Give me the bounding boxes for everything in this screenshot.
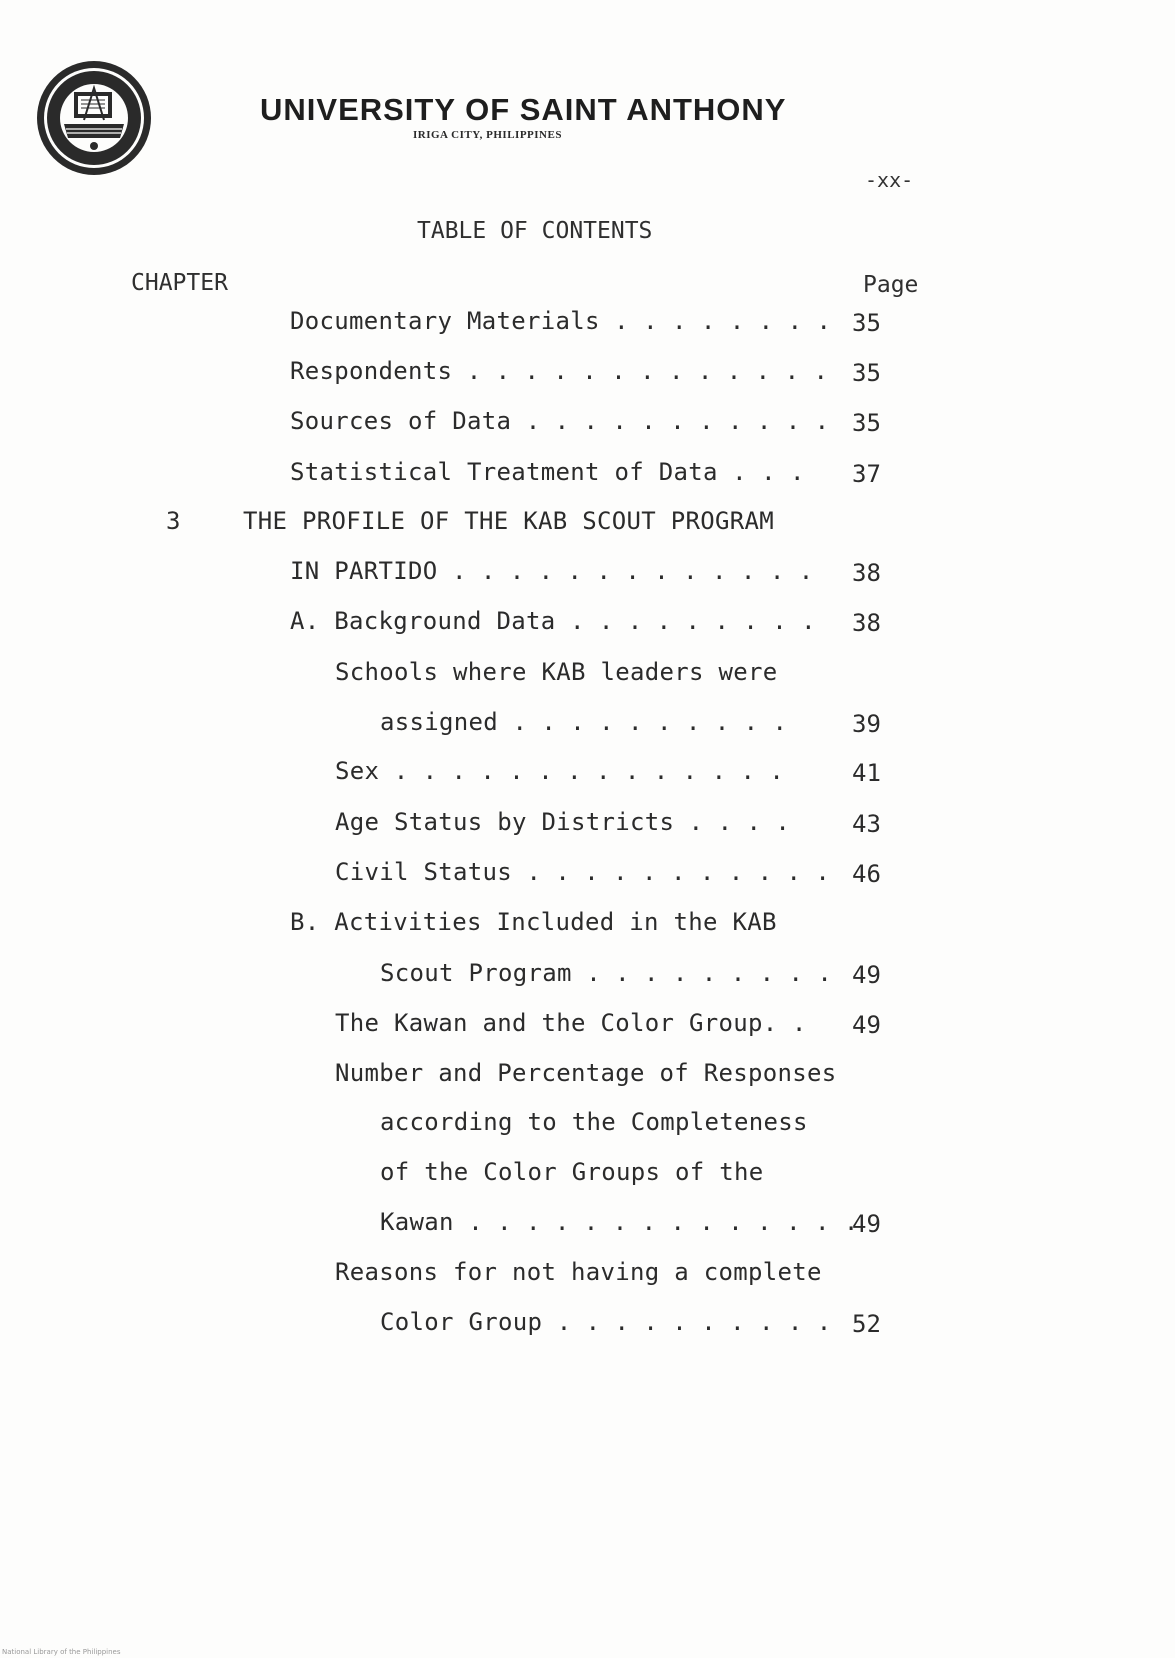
chapter-title: THE PROFILE OF THE KAB SCOUT PROGRAM bbox=[243, 507, 774, 535]
toc-entry: Civil Status . . . . . . . . . . . bbox=[335, 858, 830, 886]
chapter-column-label: CHAPTER bbox=[131, 270, 228, 296]
toc-entry: B. Activities Included in the KAB bbox=[290, 908, 777, 936]
toc-title: TABLE OF CONTENTS bbox=[417, 218, 653, 244]
toc-entry-page: 39 bbox=[852, 710, 881, 738]
toc-entry: Respondents . . . . . . . . . . . . . bbox=[290, 357, 828, 385]
toc-entry: Color Group . . . . . . . . . . bbox=[380, 1308, 832, 1336]
university-seal-logo bbox=[34, 58, 154, 178]
chapter-number: 3 bbox=[166, 507, 181, 535]
toc-entry: Scout Program . . . . . . . . . bbox=[380, 959, 832, 987]
toc-entry: Statistical Treatment of Data . . . bbox=[290, 458, 805, 486]
university-city: IRIGA CITY, PHILIPPINES bbox=[413, 129, 562, 141]
toc-entry-page: 41 bbox=[852, 759, 881, 787]
toc-entry-page: 49 bbox=[852, 1210, 881, 1238]
toc-entry-page: 35 bbox=[852, 309, 881, 337]
toc-entry: of the Color Groups of the bbox=[380, 1158, 764, 1186]
footer-watermark: National Library of the Philippines bbox=[2, 1648, 121, 1656]
toc-entry-page: 38 bbox=[852, 559, 881, 587]
page-column-label: Page bbox=[863, 272, 919, 298]
toc-entry: Reasons for not having a complete bbox=[335, 1258, 822, 1286]
toc-entry: according to the Completeness bbox=[380, 1108, 808, 1136]
toc-entry-page: 37 bbox=[852, 460, 881, 488]
toc-entry-page: 52 bbox=[852, 1310, 881, 1338]
toc-entry: The Kawan and the Color Group. . bbox=[335, 1009, 807, 1037]
toc-entry: Kawan . . . . . . . . . . . . . . bbox=[380, 1208, 859, 1236]
toc-entry-page: 43 bbox=[852, 810, 881, 838]
toc-entry-page: 49 bbox=[852, 961, 881, 989]
toc-entry: Age Status by Districts . . . . bbox=[335, 808, 790, 836]
toc-entry: Documentary Materials . . . . . . . . bbox=[290, 307, 831, 335]
university-name: UNIVERSITY OF SAINT ANTHONY bbox=[260, 92, 787, 127]
toc-entry-page: 49 bbox=[852, 1011, 881, 1039]
toc-entry: IN PARTIDO . . . . . . . . . . . . . bbox=[290, 557, 814, 585]
toc-entry: Sources of Data . . . . . . . . . . . bbox=[290, 407, 830, 435]
toc-entry-page: 35 bbox=[852, 409, 881, 437]
toc-entry: assigned . . . . . . . . . . bbox=[380, 708, 787, 736]
toc-entry: A. Background Data . . . . . . . . . bbox=[290, 607, 816, 635]
toc-entry: Number and Percentage of Responses bbox=[335, 1059, 837, 1087]
page-number: -xx- bbox=[865, 168, 914, 192]
toc-entry-page: 35 bbox=[852, 359, 881, 387]
toc-entry-page: 38 bbox=[852, 609, 881, 637]
toc-entry-page: 46 bbox=[852, 860, 881, 888]
toc-entry: Schools where KAB leaders were bbox=[335, 658, 778, 686]
toc-entry: Sex . . . . . . . . . . . . . . bbox=[335, 757, 784, 785]
